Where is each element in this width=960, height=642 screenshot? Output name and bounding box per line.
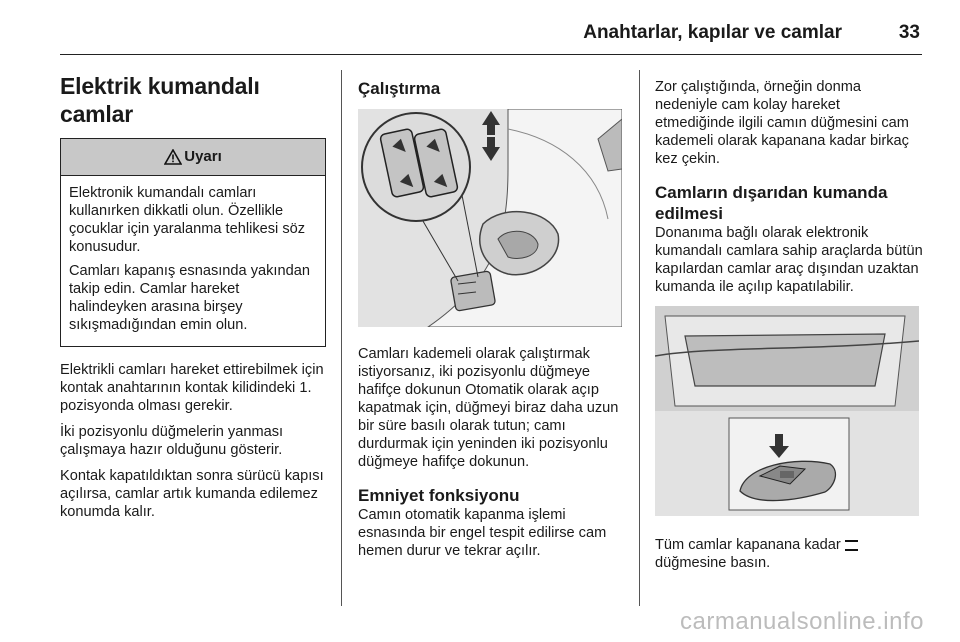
warning-label: Uyarı <box>184 148 222 165</box>
car-door-and-key-drawing <box>655 306 919 516</box>
column-right <box>655 78 923 572</box>
warning-body <box>61 176 325 346</box>
body-paragraph: Zor çalıştığında, örneğin donma nedeniyle cam kolay hareket etmediğinde ilgili camın düğmesini cam kademeli olarak kapanana kadar birkaç kez çekin. <box>655 79 909 167</box>
body-paragraph: Camları kademeli olarak çalıştırmak istiyorsanız, iki pozisyonlu düğmeye hafifçe dokunun Otomatik olarak açıp kapatmak için, düğmeyi biraz daha uzun bir süre basılı olarak tutun; camı durdurmak için yeninden iki pozisyonlu düğmeye hafifçe dokunun. <box>358 346 619 470</box>
subheading: Camların dışarıdan kumanda edilmesi <box>655 183 888 223</box>
warning-paragraph: Camları kapanış esnasında yakından takip edin. Camlar hareket halindeyken arasına birşey sıkışmadığından emin olun. <box>69 263 310 333</box>
remote-key-illustration <box>655 306 919 516</box>
instruction-text: Tüm camlar kapanana kadar <box>655 537 841 553</box>
page-number: 33 <box>898 22 920 43</box>
body-paragraph: Donanıma bağlı olarak elektronik kumandalı camlara sahip araçlarda bütün kapılardan camlar araç dışından uzaktan kumanda ile açılıp kapatılabilir. <box>655 225 923 295</box>
column-divider <box>639 70 640 606</box>
instruction-text-end: düğmesine basın. <box>655 555 771 571</box>
column-middle <box>358 78 624 568</box>
watermark: carmanualsonline.info <box>680 608 924 635</box>
lock-symbol-icon <box>845 540 858 551</box>
warning-header <box>61 139 325 176</box>
window-switch-illustration <box>358 109 622 327</box>
column-left <box>60 68 326 529</box>
page-header <box>60 14 922 55</box>
warning-box <box>60 138 326 347</box>
subheading: Emniyet fonksiyonu <box>358 486 520 505</box>
warning-paragraph: Elektronik kumandalı camları kullanırken dikkatli olun. Özellikle çocuklar için yaralanma tehlikesi söz konusudur. <box>69 185 306 255</box>
body-paragraph: Kontak kapatıldıktan sonra sürücü kapısı açılırsa, camlar artık kumanda edilemez konumda kalır. <box>60 468 324 520</box>
body-paragraph: Camın otomatik kapanma işlemi esnasında bir engel tespit edilirse cam hemen durur ve tekrar açılır. <box>358 507 607 559</box>
section-heading: Elektrik kumandalı camlar <box>60 73 260 127</box>
body-paragraph <box>655 536 923 572</box>
warning-triangle-icon <box>164 149 182 165</box>
column-divider <box>341 70 342 606</box>
section-heading: Çalıştırma <box>358 79 441 98</box>
door-panel-drawing <box>358 109 622 327</box>
body-paragraph: Elektrikli camları hareket ettirebilmek için kontak anahtarının kontak kilidindeki 1. pozisyonda olması gerekir. <box>60 362 324 414</box>
body-paragraph: İki pozisyonlu düğmelerin yanması çalışmaya hazır olduğunu gösterir. <box>60 424 284 458</box>
page-title: Anahtarlar, kapılar ve camlar <box>583 22 842 43</box>
